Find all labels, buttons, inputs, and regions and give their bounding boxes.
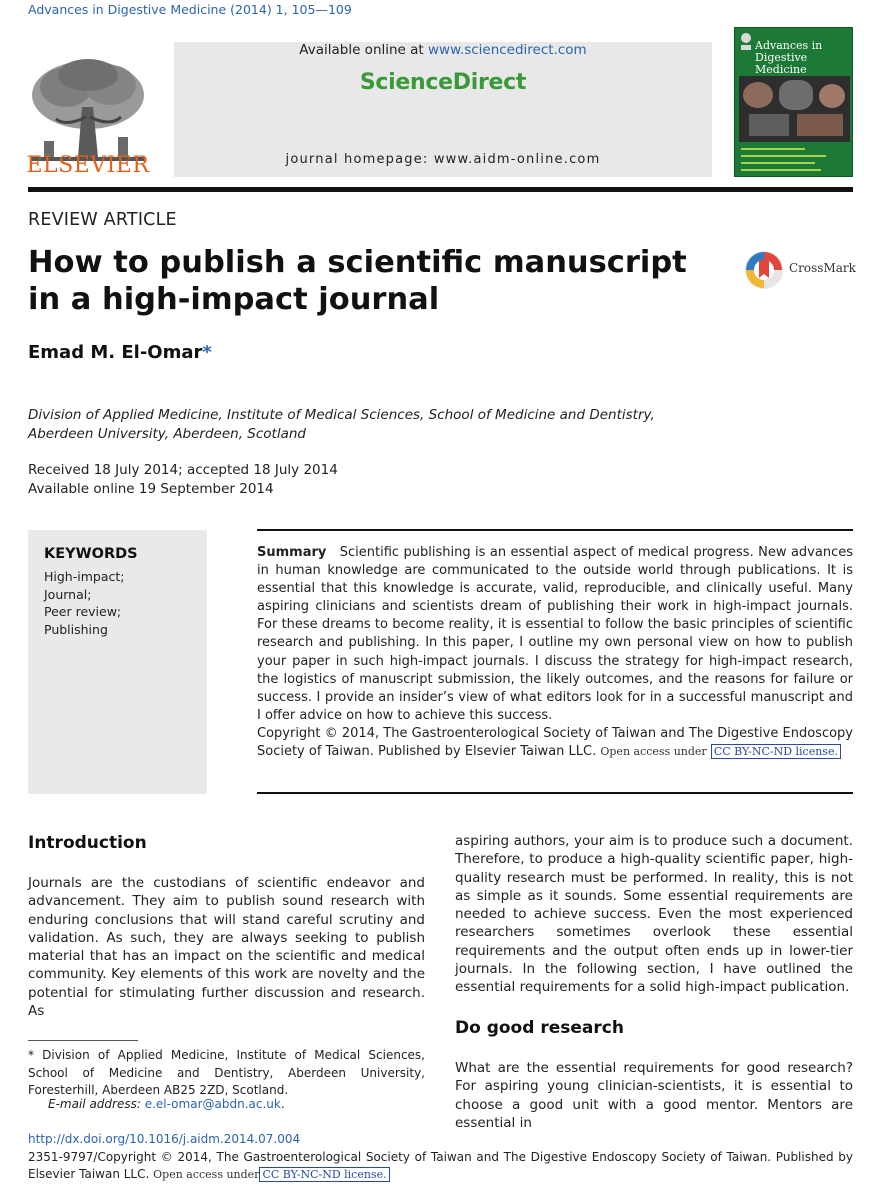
- journal-citation[interactable]: Advances in Digestive Medicine (2014) 1, 105—109: [28, 2, 352, 17]
- keywords-list: [44, 568, 124, 638]
- summary-abstract: [257, 544, 853, 761]
- article-history: [28, 461, 338, 499]
- summary-label: Summary: [257, 545, 327, 560]
- crossmark-label: CrossMark: [789, 261, 856, 275]
- article-type-label: REVIEW ARTICLE: [28, 210, 177, 230]
- crossmark-icon: [744, 250, 784, 290]
- keyword-item: High-impact;: [44, 569, 125, 584]
- cover-journal-title: Advances in Digestive Medicine: [755, 39, 823, 76]
- email-line: [48, 1097, 285, 1111]
- journal-cover-image: [734, 27, 853, 177]
- cover-endoscopy-images: [739, 76, 850, 142]
- footer-copyright: [28, 1149, 853, 1183]
- available-online-line: [174, 42, 712, 58]
- sciencedirect-logo: ScienceDirect: [359, 70, 527, 95]
- keyword-item: Journal;: [44, 586, 92, 602]
- email-label: E-mail address:: [48, 1097, 141, 1111]
- article-title-line-1: How to publish a scientific manuscript: [28, 245, 687, 280]
- license-link[interactable]: CC BY-NC-ND license.: [711, 744, 841, 759]
- author-affiliation: [28, 406, 728, 444]
- journal-homepage-line[interactable]: journal homepage: www.aidm-online.com: [285, 152, 601, 167]
- author-footnote: * Division of Applied Medicine, Institute of Medical Sciences, School of Medicine and Dentistry, Aberdeen University, Foresterhill, Aberdeen AB25 2ZD, Scotland.: [28, 1048, 425, 1097]
- affiliation-line-2: Aberdeen University, Aberdeen, Scotland: [28, 426, 306, 442]
- available-online-prefix: Available online at: [299, 42, 429, 58]
- author-name-text[interactable]: Emad M. El-Omar: [28, 342, 203, 363]
- footer-open-access-note: Open access under: [153, 1168, 260, 1181]
- elsevier-wordmark: ELSEVIER: [26, 153, 150, 178]
- email-link[interactable]: e.el-omar@abdn.ac.uk: [144, 1097, 281, 1111]
- author-footnote-marker[interactable]: *: [202, 342, 212, 363]
- footer-copyright-text: 2351-9797/Copyright © 2014, The Gastroenterological Society of Taiwan and The Digestive Endoscopy Society of Taiwan. Published by Elsevier Taiwan LLC.: [28, 1150, 853, 1181]
- summary-text: Scientific publishing is an essential aspect of medical progress. New advances in human knowledge are communicated to the outside world through publications. It is essential that this knowledge is accurate, valid, reproducible, and clinically useful. Many aspiring clinicians and scientists dream of publishing their work in high-impact journals. For these dreams to become reality, it is essential to follow the basic principles of scientific research and publishing. In this paper, I outline my own personal view on how to publish your paper in such high-impact journals. I discuss the strategy for high-impact research, the logistics of manuscript submission, the likely outcomes, and the reasons for failure or success. I provide an insider’s view of what editors look for in a successful manuscript and I offer advice on how to achieve this success.: [257, 545, 853, 723]
- email-period: .: [280, 1097, 285, 1111]
- header-divider: [28, 187, 853, 192]
- article-title-line-2: in a high-impact journal: [28, 282, 440, 317]
- sciencedirect-link[interactable]: www.sciencedirect.com: [428, 42, 587, 58]
- footnote-rule: [28, 1040, 138, 1041]
- keyword-item: Peer review;: [44, 604, 122, 619]
- available-online-date: Available online 19 September 2014: [28, 481, 274, 497]
- cover-contents-lines: [741, 148, 847, 171]
- summary-bottom-rule: [257, 792, 853, 794]
- good-research-paragraph: What are the essential requirements for good research? For aspiring young clinician-scientists, it is essential to choose a good unit with a good mentor. Mentors are essential in: [455, 1060, 853, 1131]
- author-name: [28, 342, 212, 363]
- footer-license-link[interactable]: CC BY-NC-ND license.: [259, 1167, 389, 1182]
- summary-copyright: Copyright © 2014, The Gastroenterological Society of Taiwan and The Digestive Endoscopy Society of Taiwan. Published by Elsevier Taiwan LLC.: [257, 725, 853, 760]
- doi-link[interactable]: http://dx.doi.org/10.1016/j.aidm.2014.07.004: [28, 1132, 301, 1146]
- summary-top-rule: [257, 529, 853, 531]
- right-column-paragraph: aspiring authors, your aim is to produce such a document. Therefore, to produce a high-quality scientific paper, high-quality research must be performed. In reality, this is not as simple as it sounds. Some essential requirements are needed to achieve success. Even the most experienced researchers sometimes overlook these essential requirements and the output often ends up in lower-tier journals. In the following section, I have outlined the essential requirements for a solid high-impact publication.: [455, 833, 853, 996]
- crossmark-badge[interactable]: [744, 248, 854, 292]
- keywords-box: [28, 530, 207, 794]
- article-title: [28, 244, 708, 318]
- introduction-heading: Introduction: [28, 833, 147, 853]
- good-research-heading: Do good research: [455, 1018, 624, 1038]
- cover-emblem-icon: [739, 32, 753, 52]
- open-access-note: Open access under: [600, 745, 707, 759]
- keywords-heading: KEYWORDS: [44, 546, 138, 562]
- introduction-paragraph: Journals are the custodians of scientific endeavor and advancement. They aim to publish sound research with enduring conclusions that will stand careful scrutiny and validation. As such, they are always seeking to publish material that has an impact on the scientific and medical community. Key elements of this work are novelty and the potential for stimulating further discussion and research. As: [28, 875, 425, 1020]
- journal-header-band: [174, 42, 712, 177]
- affiliation-line-1: Division of Applied Medicine, Institute of Medical Sciences, School of Medicine and Dentistry,: [28, 407, 655, 423]
- received-accepted-date: Received 18 July 2014; accepted 18 July 2014: [28, 462, 338, 478]
- keyword-item: Publishing: [44, 621, 108, 637]
